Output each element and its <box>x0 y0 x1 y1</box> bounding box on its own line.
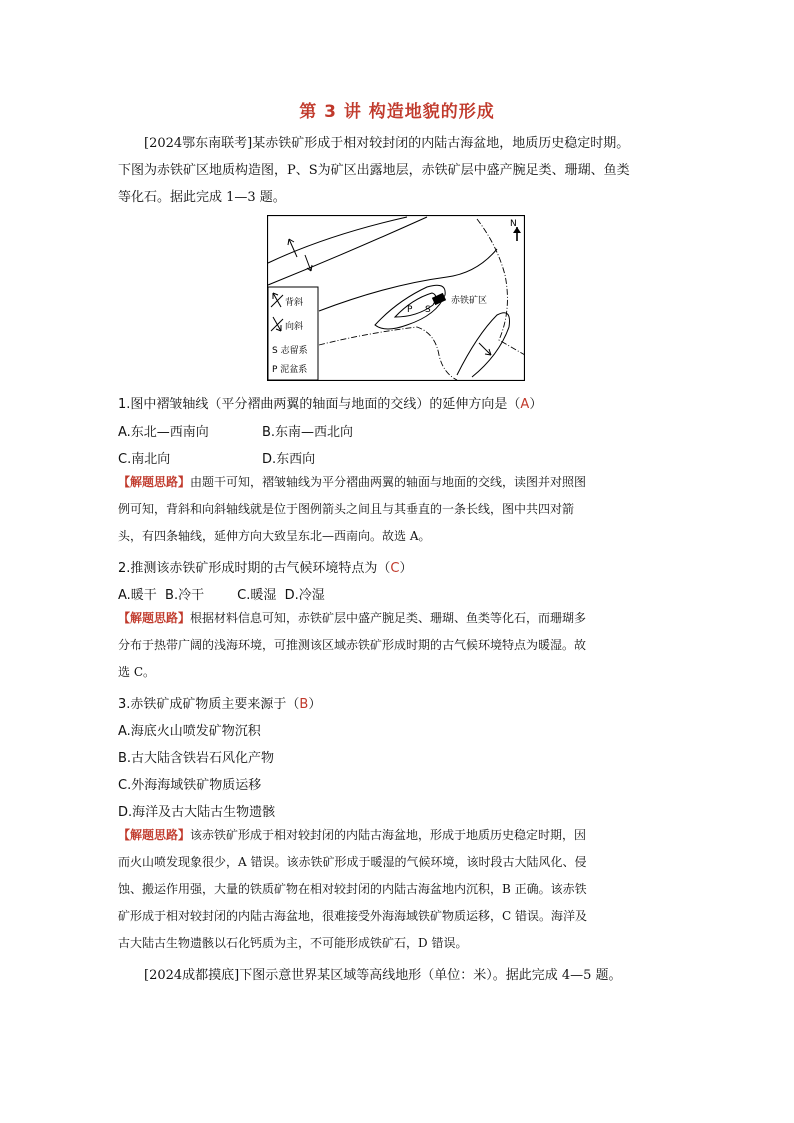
north-label: N <box>510 219 517 229</box>
q1-explanation <box>118 469 678 550</box>
q2-explain-line-3: 选 C。 <box>118 665 155 679</box>
question-3-text: 3.赤铁矿成矿物质主要来源于（ <box>118 697 300 712</box>
q2-explain-line-1: 根据材料信息可知，赤铁矿层中盛产腕足类、珊瑚、鱼类等化石，而珊瑚多 <box>190 611 587 625</box>
question-3 <box>118 693 321 712</box>
intro-line-2: 下图为赤铁矿区地质构造图，P、S为矿区出露地层，赤铁矿层中盛产腕足类、珊瑚、鱼类 <box>118 163 630 178</box>
page-title: 第 3 讲 构造地貌的形成 <box>299 102 495 122</box>
q1-option-b: B.东南—西北向 <box>262 425 354 440</box>
q1-explain-line-2: 例可知，背斜和向斜轴线就是位于图例箭头之间且与其垂直的一条长线，图中共四对箭 <box>118 502 575 516</box>
q3-explain-line-1: 该赤铁矿形成于相对较封闭的内陆古海盆地，形成于地质历史稳定时期，因 <box>190 828 587 842</box>
question-2-answer: C <box>390 561 400 576</box>
q3-option-d: D.海洋及古大陆古生物遗骸 <box>118 805 276 820</box>
legend-p-system: P 泥盆系 <box>272 365 308 375</box>
q3-option-c: C.外海海域铁矿物质运移 <box>118 778 262 793</box>
q3-option-a: A.海底火山喷发矿物沉积 <box>118 724 261 739</box>
geology-map-figure <box>267 215 525 381</box>
q3-explain-line-2: 而火山喷发现象很少，A 错误。该赤铁矿形成于暖湿的气候环境，该时段古大陆风化、侵 <box>118 855 587 869</box>
q1-explain-line-3: 头，有四条轴线，延伸方向大致呈东北—西南向。故选 A。 <box>118 529 431 543</box>
legend-s-system: S 志留系 <box>272 346 308 356</box>
q1-option-c: C.南北向 <box>118 452 171 467</box>
q2-explain-tag: 【解题思路】 <box>118 611 191 625</box>
question-3-answer: B <box>299 697 309 712</box>
question-1 <box>118 393 542 412</box>
intro-line-1: [2024鄂东南联考]某赤铁矿形成于相对较封闭的内陆古海盆地，地质历史稳定时期。 <box>144 136 630 151</box>
question-2-close: ） <box>399 561 413 576</box>
question-2 <box>118 557 413 576</box>
question-3-close: ） <box>308 697 322 712</box>
q1-explain-line-1: 由题干可知，褶皱轴线为平分褶曲两翼的轴面与地面的交线，读图并对照图 <box>190 475 587 489</box>
q2-options: A.暖干 B.冷干 C.暖湿 D.冷湿 <box>118 588 325 603</box>
q1-explain-tag: 【解题思路】 <box>118 475 191 489</box>
s-stratum-label: S <box>425 305 431 315</box>
question-1-text: 1.图中褶皱轴线（平分褶曲两翼的轴面与地面的交线）的延伸方向是（ <box>118 397 521 412</box>
intro-line-3: 等化石。据此完成 1—3 题。 <box>118 190 286 205</box>
outro-line: [2024成都摸底]下图示意世界某区域等高线地形（单位：米）。据此完成 4—5 题。 <box>144 968 622 983</box>
mine-area-label: 赤铁矿区 <box>451 296 488 306</box>
p-stratum-label: P <box>407 305 413 315</box>
q2-explanation <box>118 605 678 686</box>
q3-option-b: B.古大陆含铁岩石风化产物 <box>118 751 275 766</box>
question-1-close: ） <box>529 397 543 412</box>
question-1-answer: A <box>520 397 530 412</box>
q3-explain-line-4: 矿形成于相对较封闭的内陆古海盆地，很难接受外海海域铁矿物质运移，C 错误。海洋及 <box>118 909 587 923</box>
q3-explain-line-5: 古大陆古生物遗骸以石化钙质为主，不可能形成铁矿石，D 错误。 <box>118 936 468 950</box>
q1-option-a: A.东北—西南向 <box>118 425 209 440</box>
question-2-text: 2.推测该赤铁矿形成时期的古气候环境特点为（ <box>118 561 391 576</box>
legend-anticline: 背斜 <box>285 298 304 308</box>
q1-option-d: D.东西向 <box>262 452 316 467</box>
legend-syncline: 向斜 <box>285 322 304 332</box>
q2-explain-line-2: 分布于热带广阔的浅海环境，可推测该区域赤铁矿形成时期的古气候环境特点为暖湿。故 <box>118 638 587 652</box>
q3-explain-tag: 【解题思路】 <box>118 828 191 842</box>
q3-explain-line-3: 蚀、搬运作用强，大量的铁质矿物在相对较封闭的内陆古海盆地内沉积，B 正确。该赤铁 <box>118 882 587 896</box>
q3-explanation <box>118 822 678 957</box>
